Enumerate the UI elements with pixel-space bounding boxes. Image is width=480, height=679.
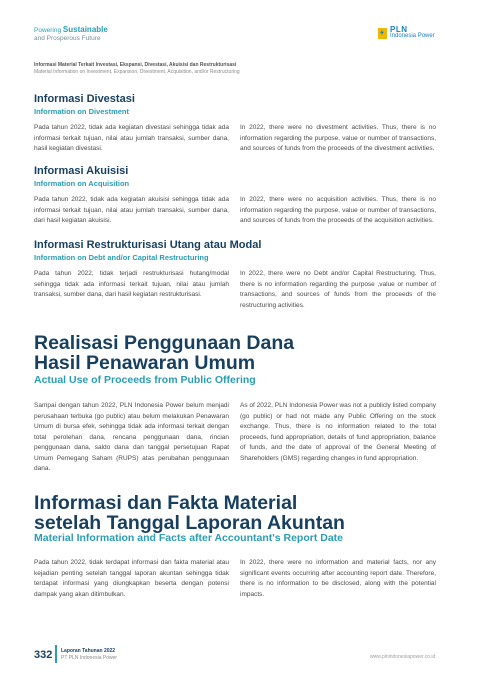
footer-divider	[55, 645, 57, 663]
tagline-bold: Sustainable	[62, 25, 108, 34]
proceeds-text-id: Sampai dengan tahun 2022, PLN Indonesia Power belum menjadi perusahaan terbuka (go public) atau belum melakukan Penawaran Umum di bursa efek, sehingga tidak ada informasi terkait dengan total perolehan dana, rencana penggunaan dana, rincian penggunaan dana, saldo dana dan tanggal persetujuan Rapat Umum Pemegang Saham (RUPS) atas perubahan penggunaan dana.	[34, 402, 229, 472]
breadcrumb	[34, 62, 240, 75]
material-facts-title	[34, 494, 345, 533]
material-facts-text-id: Pada tahun 2022, tidak terdapat informasi dan fakta material atau kejadian penting setelah tanggal laporan akuntan sehingga tidak terdapat informasi yang diungkapkan beserta dengan potensi dampak yang akan ditimbulkan.	[34, 559, 229, 598]
logo-sub: Indonesia Power	[390, 33, 435, 39]
logo-brand: PLN	[390, 25, 408, 34]
material-facts-title-line1: Informasi dan Fakta Material	[34, 492, 298, 514]
proceeds-title-line1: Realisasi Penggunaan Dana	[34, 332, 295, 354]
divestment-text-id: Pada tahun 2022, tidak ada kegiatan divestasi sehingga tidak ada informasi terkait tujuan, nilai atau jumlah transaksi, sumber dana, hasil kegiatan divestasi.	[34, 124, 229, 152]
divestment-text-en: In 2022, there were no divestment activities. Thus, there is no information regarding the purpose, value or number of transactions, and sources of funds from the proceeds of the divestment activities.	[240, 124, 436, 152]
acquisition-title: Informasi Akuisisi	[34, 165, 129, 177]
restructuring-text-en: In 2022, there were no Debt and/or Capital Restructuring. Thus, there is no information regarding the purpose ,value or number of transactions, and sources of funds from the proceeds of the restructuring activities.	[240, 270, 436, 309]
divestment-title: Informasi Divestasi	[34, 93, 135, 105]
footer-url-link[interactable]: www.plnindonesiapower.co.id	[370, 654, 436, 660]
footer-info	[61, 648, 117, 661]
restructuring-title: Informasi Restrukturisasi Utang atau Modal	[34, 239, 262, 251]
tagline-line2: and Prosperous Future	[34, 34, 101, 42]
pln-logo	[378, 26, 435, 40]
proceeds-subtitle: Actual Use of Proceeds from Public Offering	[34, 374, 256, 386]
material-facts-text-en: In 2022, there were no information and material facts, nor any significant events occurring after accounting report date. Therefore, there is no information to be disclosed, along with the potential impacts.	[240, 559, 436, 598]
footer-company: PT PLN Indonesia Power	[61, 654, 118, 661]
breadcrumb-line2: Material Information on Investment, Expansion, Divestment, Acquisition, and/or Restructuring	[34, 68, 240, 75]
acquisition-subtitle: Information on Acquisition	[34, 179, 130, 188]
breadcrumb-line1: Informasi Material Terkait Investasi, Ekspansi, Divestasi, Akuisisi dan Restrukturisasi	[34, 62, 237, 68]
acquisition-text-id: Pada tahun 2022, tidak ada kegiatan akuisisi sehingga tidak ada informasi terkait tujuan, nilai atau jumlah transaksi, sumber dana, dari hasil kegiatan akuisisi.	[34, 196, 229, 224]
tagline-prefix: Powering	[34, 27, 62, 34]
footer-report-title: Laporan Tahunan 2022	[61, 648, 116, 654]
restructuring-text-id: Pada tahun 2022, tidak terjadi restrukturisasi hutang/modal sehingga tidak ada informasi terkait tujuan, nilai atau jumlah transaksi, sumber dana, dari hasil kegiatan restrukturisasi.	[34, 270, 229, 298]
page-number: 332	[34, 649, 53, 661]
proceeds-title-line2: Hasil Penawaran Umum	[34, 351, 256, 374]
acquisition-text-en: In 2022, there were no acquisition activities. Thus, there is no information regarding the purpose, value or number of transactions, and sources of funds from the proceeds of the acquisition activities.	[240, 196, 436, 224]
material-facts-title-line2: setelah Tanggal Laporan Akuntan	[34, 511, 345, 534]
proceeds-text-en: As of 2022, PLN Indonesia Power was not a publicly listed company (go public) or had not made any Public Offering on the stock exchange. Thus, there is no information related to the total proceeds, fund appropriation, details of fund appropriation, balance of funds, and the date of approval of the General Meeting of Shareholders (GMS) regarding changes in fund appropriation.	[240, 402, 436, 462]
material-facts-subtitle: Material Information and Facts after Accountant's Report Date	[34, 532, 343, 544]
header-tagline	[34, 26, 108, 42]
restructuring-subtitle: Information on Debt and/or Capital Restructuring	[34, 253, 209, 262]
lightning-icon	[378, 28, 387, 39]
proceeds-title	[34, 334, 294, 373]
divestment-subtitle: Information on Divestment	[34, 107, 130, 116]
